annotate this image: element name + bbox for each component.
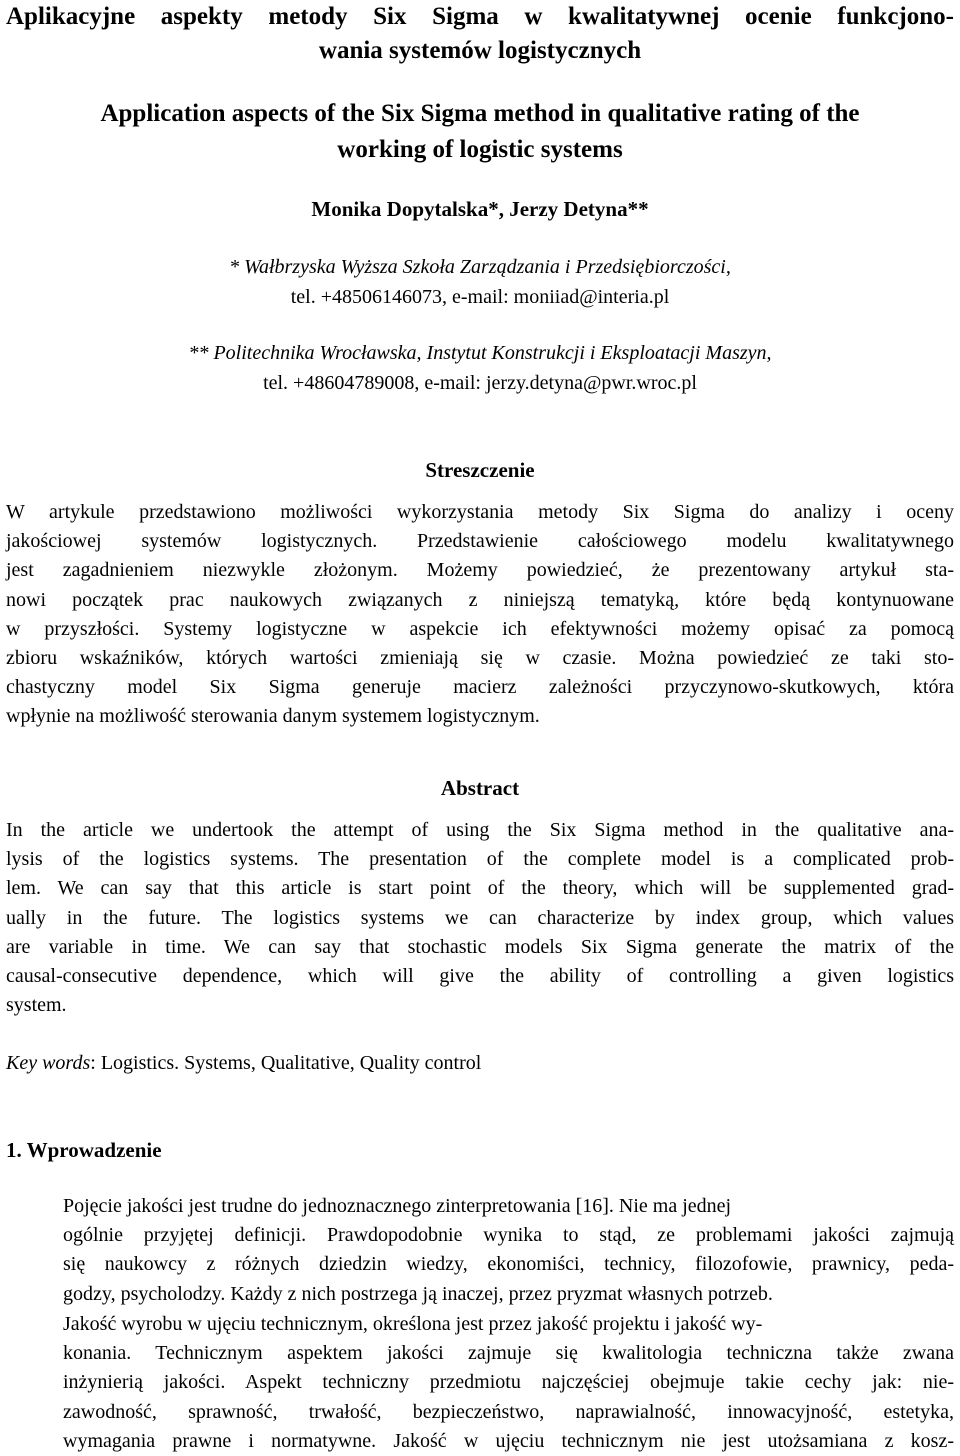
title-english-line-1: Application aspects of the Six Sigma method in qualitative rating of the	[100, 100, 860, 127]
section-1-paragraph-2	[6, 1310, 954, 1456]
abstract-line: lem. We can say that this article is start point of the theory, which will be supplemented grad-	[6, 877, 954, 900]
streszczenie-line: jakościowej systemów logistycznych. Przedstawienie całościowego modelu kwalitatywnego	[6, 530, 954, 553]
abstract-paragraph	[6, 816, 954, 1020]
section-1-line: zawodność, sprawność, trwałość, bezpieczeństwo, naprawialność, innowacyjność, estetyka,	[63, 1400, 954, 1423]
streszczenie-paragraph	[6, 498, 954, 732]
title-polish	[6, 0, 954, 68]
keywords-value: : Logistics. Systems, Qualitative, Quality control	[90, 1052, 482, 1074]
streszczenie-line: nowi początek prac naukowych związanych z niniejszą tematyką, które będą kontynuowane	[6, 588, 954, 611]
section-1-line: Pojęcie jakości jest trudne do jednoznacznego zinterpretowania [16]. Nie ma jednej	[63, 1195, 732, 1217]
affiliation-2-institution: ** Politechnika Wrocławska, Instytut Konstrukcji i Eksploatacji Maszyn,	[188, 342, 772, 364]
affiliation-1	[6, 252, 954, 312]
streszczenie-line: zbioru wskaźników, których wartości zmieniają się w czasie. Można powiedzieć ze taki sto-	[6, 647, 954, 670]
streszczenie-line: wpłynie na możliwość sterowania danym systemem logistycznym.	[6, 705, 540, 728]
abstract-line: system.	[6, 994, 67, 1017]
authors: Monika Dopytalska*, Jerzy Detyna**	[311, 197, 649, 221]
streszczenie-line: w przyszłości. Systemy logistyczne w aspekcie ich efektywności możemy opisać za pomocą	[6, 617, 954, 640]
abstract-line: lysis of the logistics systems. The presentation of the complete model is a complicated prob-	[6, 848, 954, 871]
affiliation-1-contact: tel. +48506146073, e-mail: moniiad@interia.pl	[290, 286, 670, 308]
section-1-line: ogólnie przyjętej definicji. Prawdopodobnie wynika to stąd, ze problemami jakości zajmują	[63, 1224, 954, 1247]
streszczenie-line: W artykule przedstawiono możliwości wykorzystania metody Six Sigma do analizy i oceny	[6, 501, 954, 523]
abstract-line: causal-consecutive dependence, which will give the ability of controlling a given logistics	[6, 965, 954, 988]
streszczenie-line: chastyczny model Six Sigma generuje macierz zależności przyczynowo-skutkowych, która	[6, 676, 954, 699]
section-1-line: Jakość wyrobu w ujęciu technicznym, określona jest przez jakość projektu i jakość wy-	[63, 1313, 763, 1335]
section-1-line: wymagania prawne i normatywne. Jakość w ujęciu technicznym nie jest utożsamiana z kosz-	[63, 1429, 954, 1452]
title-english-line-2: working of logistic systems	[337, 136, 623, 163]
abstract-line: In the article we undertook the attempt of using the Six Sigma method in the qualitative ana-	[6, 819, 954, 841]
abstract-line: are variable in time. We can say that stochastic models Six Sigma generate the matrix of the	[6, 935, 954, 958]
streszczenie-heading: Streszczenie	[425, 458, 535, 482]
keywords-label: Key words	[6, 1052, 91, 1074]
affiliation-1-institution: * Wałbrzyska Wyższa Szkoła Zarządzania i Przedsiębiorczości,	[229, 256, 731, 278]
title-polish-line-1: Aplikacyjne aspekty metody Six Sigma w kwalitatywnej ocenie funkcjono-	[6, 3, 954, 30]
section-1-line: się naukowcy z różnych dziedzin wiedzy, ekonomiści, technicy, filozofowie, prawnicy, peda-	[63, 1253, 954, 1276]
section-1-line: inżynierią jakości. Aspekt techniczny przedmiotu najczęściej obejmuje takie cechy jak: nie-	[63, 1371, 954, 1394]
keywords	[6, 1048, 954, 1078]
abstract-heading: Abstract	[440, 776, 520, 800]
title-english	[6, 96, 954, 168]
section-1-line: godzy, psycholodzy. Każdy z nich postrzega ją inaczej, przez pryzmat własnych potrzeb.	[63, 1282, 773, 1305]
section-1-paragraph-1	[6, 1192, 954, 1309]
streszczenie-line: jest zagadnieniem niezwykle złożonym. Możemy powiedzieć, że prezentowany artykuł sta-	[6, 559, 954, 582]
title-polish-line-2: wania systemów logistycznych	[318, 37, 642, 64]
abstract-line: ually in the future. The logistics systems we can characterize by index group, which values	[6, 906, 954, 929]
section-1-heading: 1. Wprowadzenie	[6, 1138, 162, 1162]
affiliation-2-contact: tel. +48604789008, e-mail: jerzy.detyna@pwr.wroc.pl	[263, 372, 697, 394]
section-1-line: konania. Technicznym aspektem jakości zajmuje się kwalitologia techniczna także zwana	[63, 1342, 954, 1365]
affiliation-2	[6, 338, 954, 398]
